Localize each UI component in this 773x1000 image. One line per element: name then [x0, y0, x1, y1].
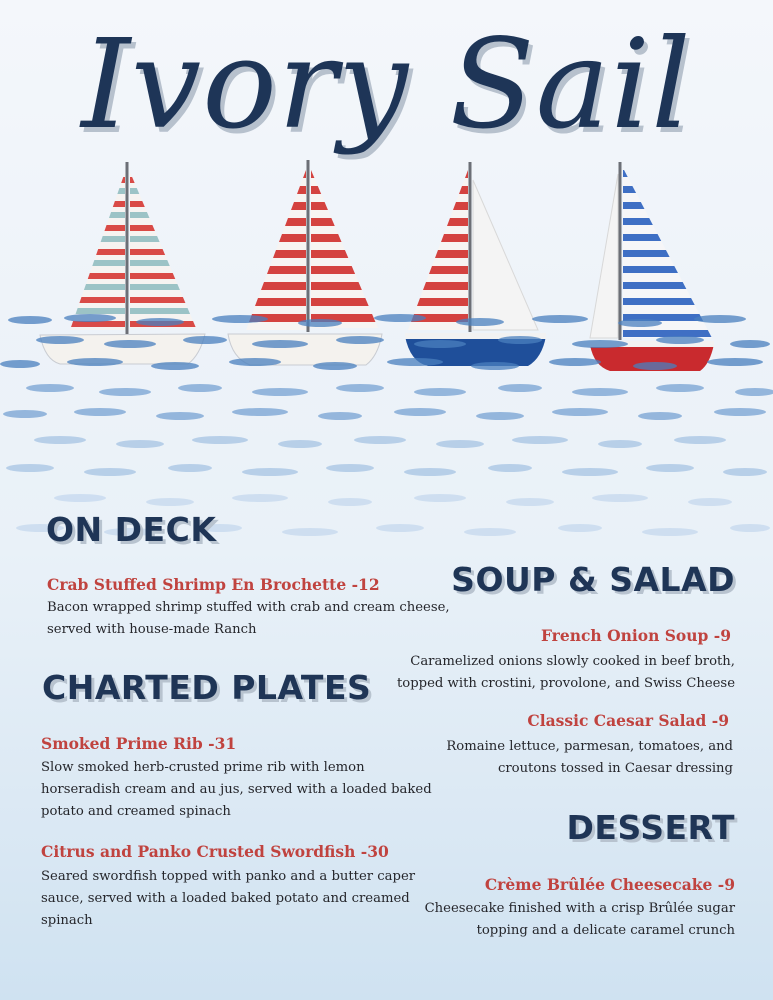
section-heading-charted-plates: CHARTED PLATES [42, 668, 372, 707]
item-desc-caesar-salad: Romaine lettuce, parmesan, tomatoes, and croutons tossed in Caesar dressing [446, 739, 733, 776]
item-desc-creme-brulee: Cheesecake finished with a crisp Brûlée sugar topping and a delicate caramel crunch [424, 901, 735, 938]
item-name-swordfish: Citrus and Panko Crusted Swordfish -30 [41, 842, 389, 861]
item-name-caesar-salad: Classic Caesar Salad -9 [527, 711, 729, 730]
item-name-prime-rib: Smoked Prime Rib -31 [41, 734, 237, 753]
item-name-creme-brulee: Crème Brûlée Cheesecake -9 [484, 875, 735, 894]
item-desc-french-onion: Caramelized onions slowly cooked in beef broth, topped with crostini, provolone, and Swiss Cheese [397, 654, 735, 691]
item-name-french-onion: French Onion Soup -9 [540, 626, 731, 645]
menu-title: Ivory Sail [81, 13, 692, 157]
item-desc-prime-rib: Slow smoked herb-crusted prime rib with lemon horseradish cream and au jus, served with a loaded baked potato and creamed spinach [41, 760, 432, 819]
item-desc-crab-shrimp: Bacon wrapped shrimp stuffed with crab and cream cheese, served with house-made Ranch [47, 600, 450, 637]
section-heading-dessert: DESSERT [566, 808, 735, 847]
section-heading-on-deck: ON DECK [46, 510, 217, 549]
item-name-crab-shrimp: Crab Stuffed Shrimp En Brochette -12 [47, 575, 380, 594]
section-heading-soup-salad: SOUP & SALAD [451, 560, 735, 599]
item-desc-swordfish: Seared swordfish topped with panko and a butter caper sauce, served with a loaded baked potato and creamed spinach [41, 869, 416, 928]
